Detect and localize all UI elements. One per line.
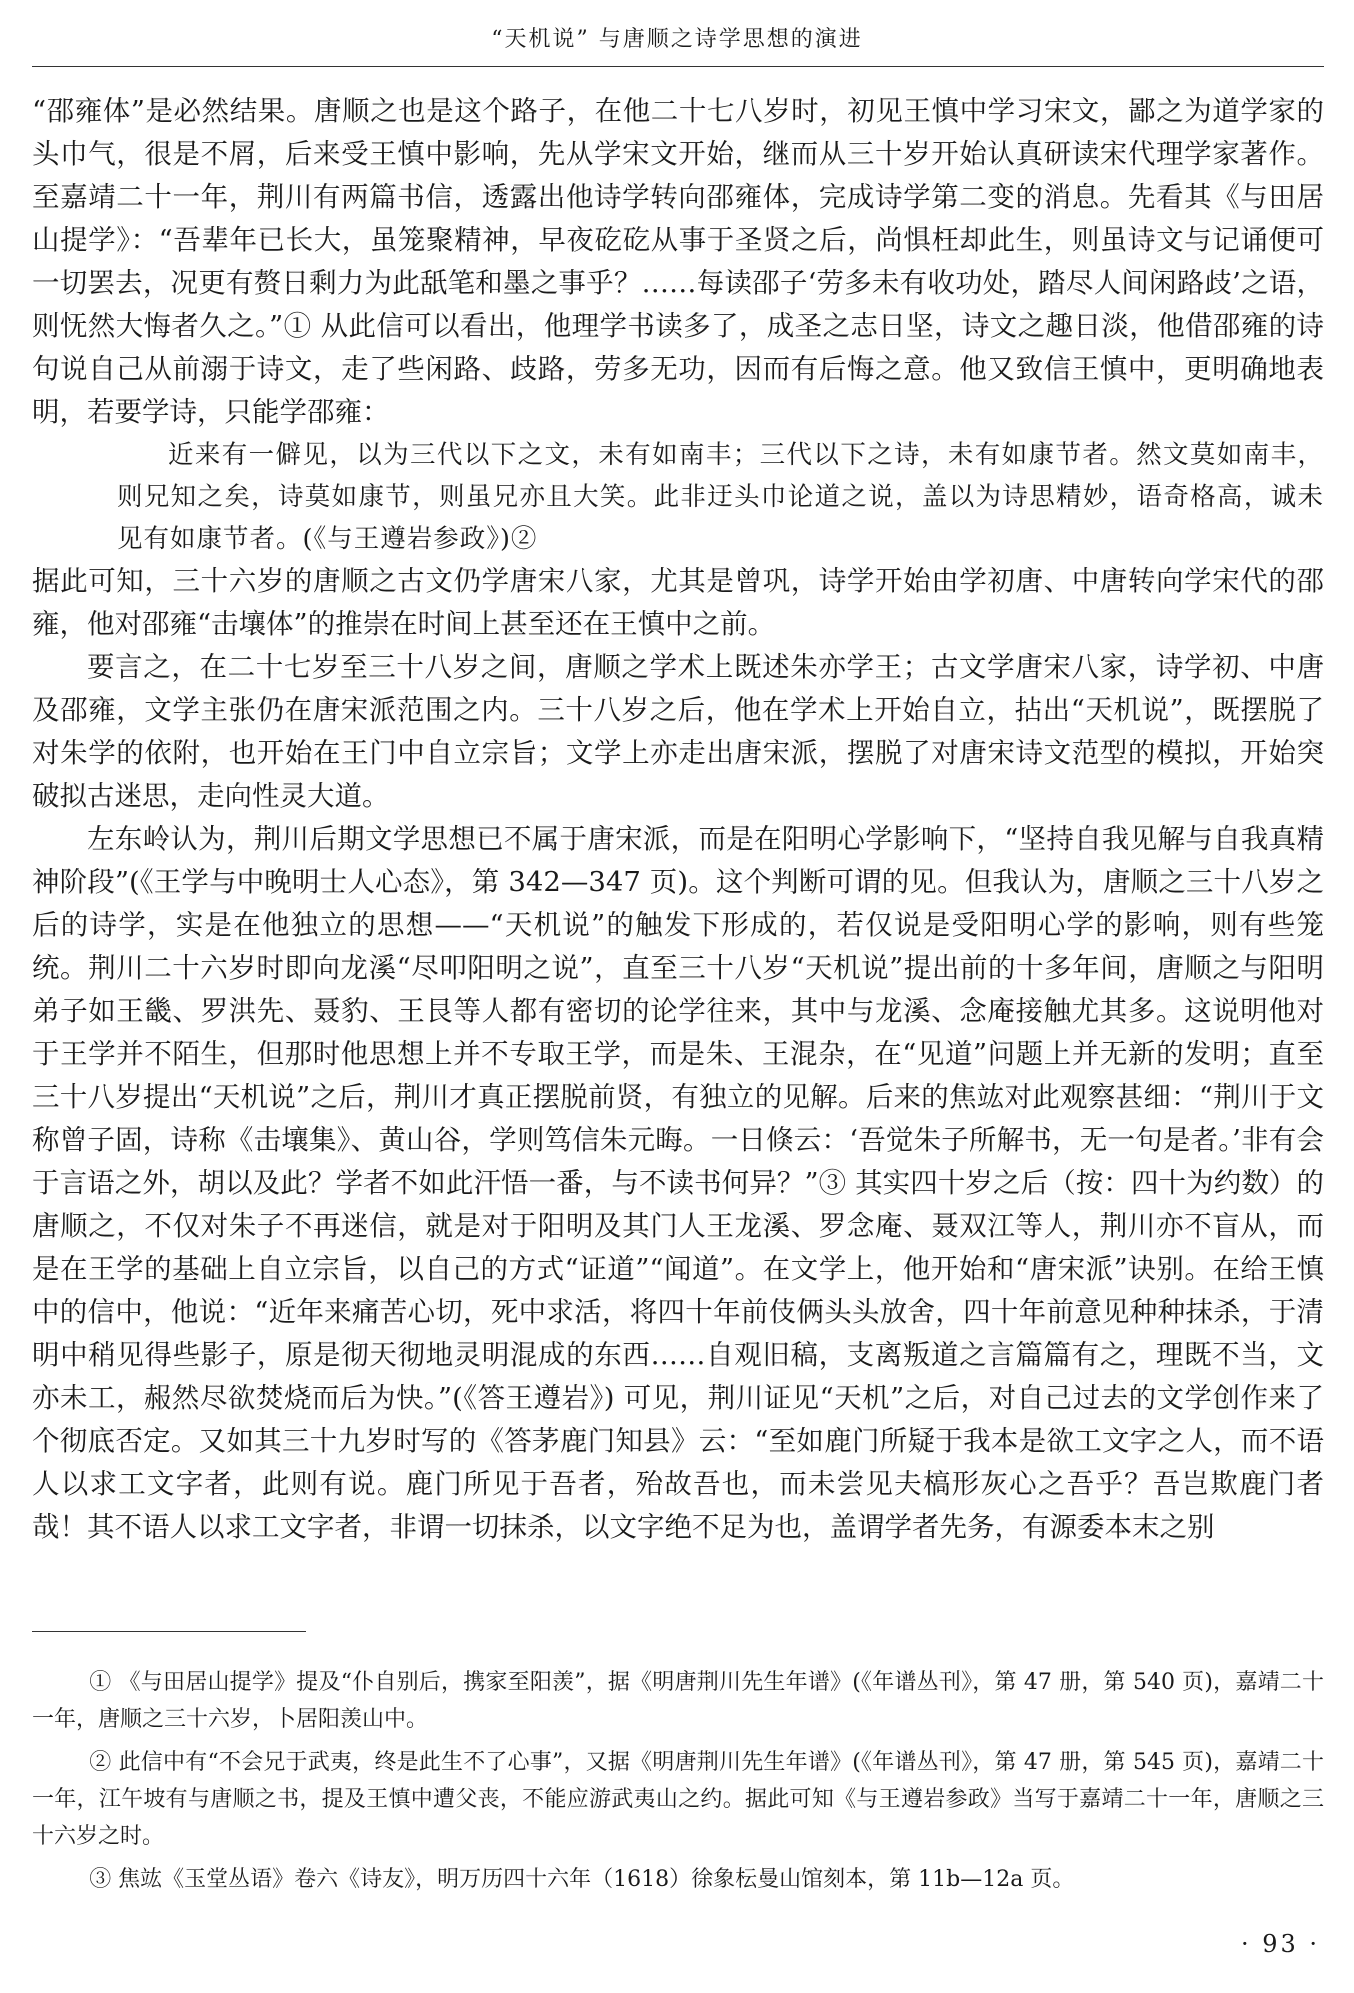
footnote-3: ③ 焦竑《玉堂丛语》卷六《诗友》，明万历四十六年（1618）徐象枟曼山馆刻本，第 11b—12a 页。 (89, 1867, 1075, 1892)
paragraph-4: 左东岭认为，荆川后期文学思想已不属于唐宋派，而是在阳明心学影响下，“坚持自我见解与自我真精神阶段”(《王学与中晚明士人心态》，第 342—347 页)。这个判断可谓的见。但我认为，唐顺之三十八岁之后的诗学，实是在他独立的思想——“天机说”的触发下形成的，若仅说是受阳明心学的影响，则有些笼统。荆川二十六岁时即向龙溪“尽叩阳明之说”，直至三十八岁“天机说”提出前的十多年间，唐顺之与阳明弟子如王畿、罗洪先、聂豹、王艮等人都有密切的论学往来，其中与龙溪、念庵接触尤其多。这说明他对于王学并不陌生，但那时他思想上并不专取王学，而是朱、王混杂，在“见道”问题上并无新的发明；直至三十八岁提出“天机说”之后，荆川才真正摆脱前贤，有独立的见解。后来的焦竑对此观察甚细：“荆川于文称曾子固，诗称《击壤集》、黄山谷，学则笃信朱元晦。一日倏云：‘吾觉朱子所解书，无一句是者。’非有会于言语之外，胡以及此？学者不如此汗悟一番，与不读书何异？”③ 其实四十岁之后（按：四十为约数）的唐顺之，不仅对朱子不再迷信，就是对于阳明及其门人王龙溪、罗念庵、聂双江等人，荆川亦不盲从，而是在王学的基础上自立宗旨，以自己的方式“证道”“闻道”。在文学上，他开始和“唐宋派”诀别。在给王慎中的信中，他说：“近年来痛苦心切，死中求活，将四十年前伎俩头头放舍，四十年前意见种种抹杀，于清明中稍见得些影子，原是彻天彻地灵明混成的东西……自观旧稿，支离叛道之言篇篇有之，理既不当，文亦未工，赧然尽欲焚烧而后为快。”(《答王遵岩》) 可见，荆川证见“天机”之后，对自己过去的文学创作来了个彻底否定。又如其三十九岁时写的《答茅鹿门知县》云：“至如鹿门所疑于我本是欲工文字之人，而不语人以求工文字者，此则有说。鹿门所见于吾者，殆故吾也，而未尝见夫槁形灰心之吾乎？吾岂欺鹿门者哉！其不语人以求工文字者，非谓一切抹杀，以文字绝不足为也，盖谓学者先务，有源委本末之别 (32, 823, 1324, 1543)
paragraph-2: 据此可知，三十六岁的唐顺之古文仍学唐宋八家，尤其是曾巩，诗学开始由学初唐、中唐转向学宋代的邵雍，他对邵雍“击壤体”的推崇在时间上甚至还在王慎中之前。 (32, 565, 1324, 640)
paragraph-1: “邵雍体”是必然结果。唐顺之也是这个路子，在他二十七八岁时，初见王慎中学习宋文，鄙之为道学家的头巾气，很是不屑，后来受王慎中影响，先从学宋文开始，继而从三十岁开始认真研读宋代理学家著作。至嘉靖二十一年，荆川有两篇书信，透露出他诗学转向邵雍体，完成诗学第二变的消息。先看其《与田居山提学》：“吾辈年已长大，虽笼聚精神，早夜矻矻从事于圣贤之后，尚惧枉却此生，则虽诗文与记诵便可一切罢去，况更有赘日剩力为此舐笔和墨之事乎？……每读邵子‘劳多未有收功处，踏尽人间闲路歧’之语，则怃然大悔者久之。”① 从此信可以看出，他理学书读多了，成圣之志日坚，诗文之趣日淡，他借邵雍的诗句说自己从前溺于诗文，走了些闲路、歧路，劳多无功，因而有后悔之意。他又致信王慎中，更明确地表明，若要学诗，只能学邵雍： (32, 95, 1324, 428)
running-title: “天机说” 与唐顺之诗学思想的演进 (491, 27, 863, 52)
footnote-2: ② 此信中有“不会兄于武夷，终是此生不了心事”，又据《明唐荆川先生年谱》(《年谱丛刊》，第 47 册，第 545 页)，嘉靖二十一年，江午坡有与唐顺之书，提及王慎中遭父丧，不能应游武夷山之约。据此可知《与王遵岩参政》当写于嘉靖二十一年，唐顺之三十六岁之时。 (32, 1750, 1324, 1849)
paragraph-3: 要言之，在二十七岁至三十八岁之间，唐顺之学术上既述朱亦学王；古文学唐宋八家，诗学初、中唐及邵雍，文学主张仍在唐宋派范围之内。三十八岁之后，他在学术上开始自立，拈出“天机说”，既摆脱了对朱学的依附，也开始在王门中自立宗旨；文学上亦走出唐宋派，摆脱了对唐宋诗文范型的模拟，开始突破拟古迷思，走向性灵大道。 (32, 651, 1324, 812)
footnote-rule (32, 1631, 306, 1632)
footnote-1: ① 《与田居山提学》提及“仆自别后，携家至阳羡”，据《明唐荆川先生年谱》(《年谱丛刊》，第 47 册，第 540 页)，嘉靖二十一年，唐顺之三十六岁，卜居阳羡山中。 (32, 1670, 1324, 1732)
main-text (32, 90, 1324, 1549)
block-quote: 近来有一僻见，以为三代以下之文，未有如南丰；三代以下之诗，未有如康节者。然文莫如南丰，则兄知之矣，诗莫如康节，则虽兄亦且大笑。此非迂头巾论道之说，盖以为诗思精妙，语奇格高，诚未见有如康节者。(《与王遵岩参政》)② (117, 440, 1324, 554)
header-rule (32, 66, 1324, 67)
footnotes (32, 1664, 1324, 1904)
page-number: · 93 · (1240, 1930, 1320, 1958)
